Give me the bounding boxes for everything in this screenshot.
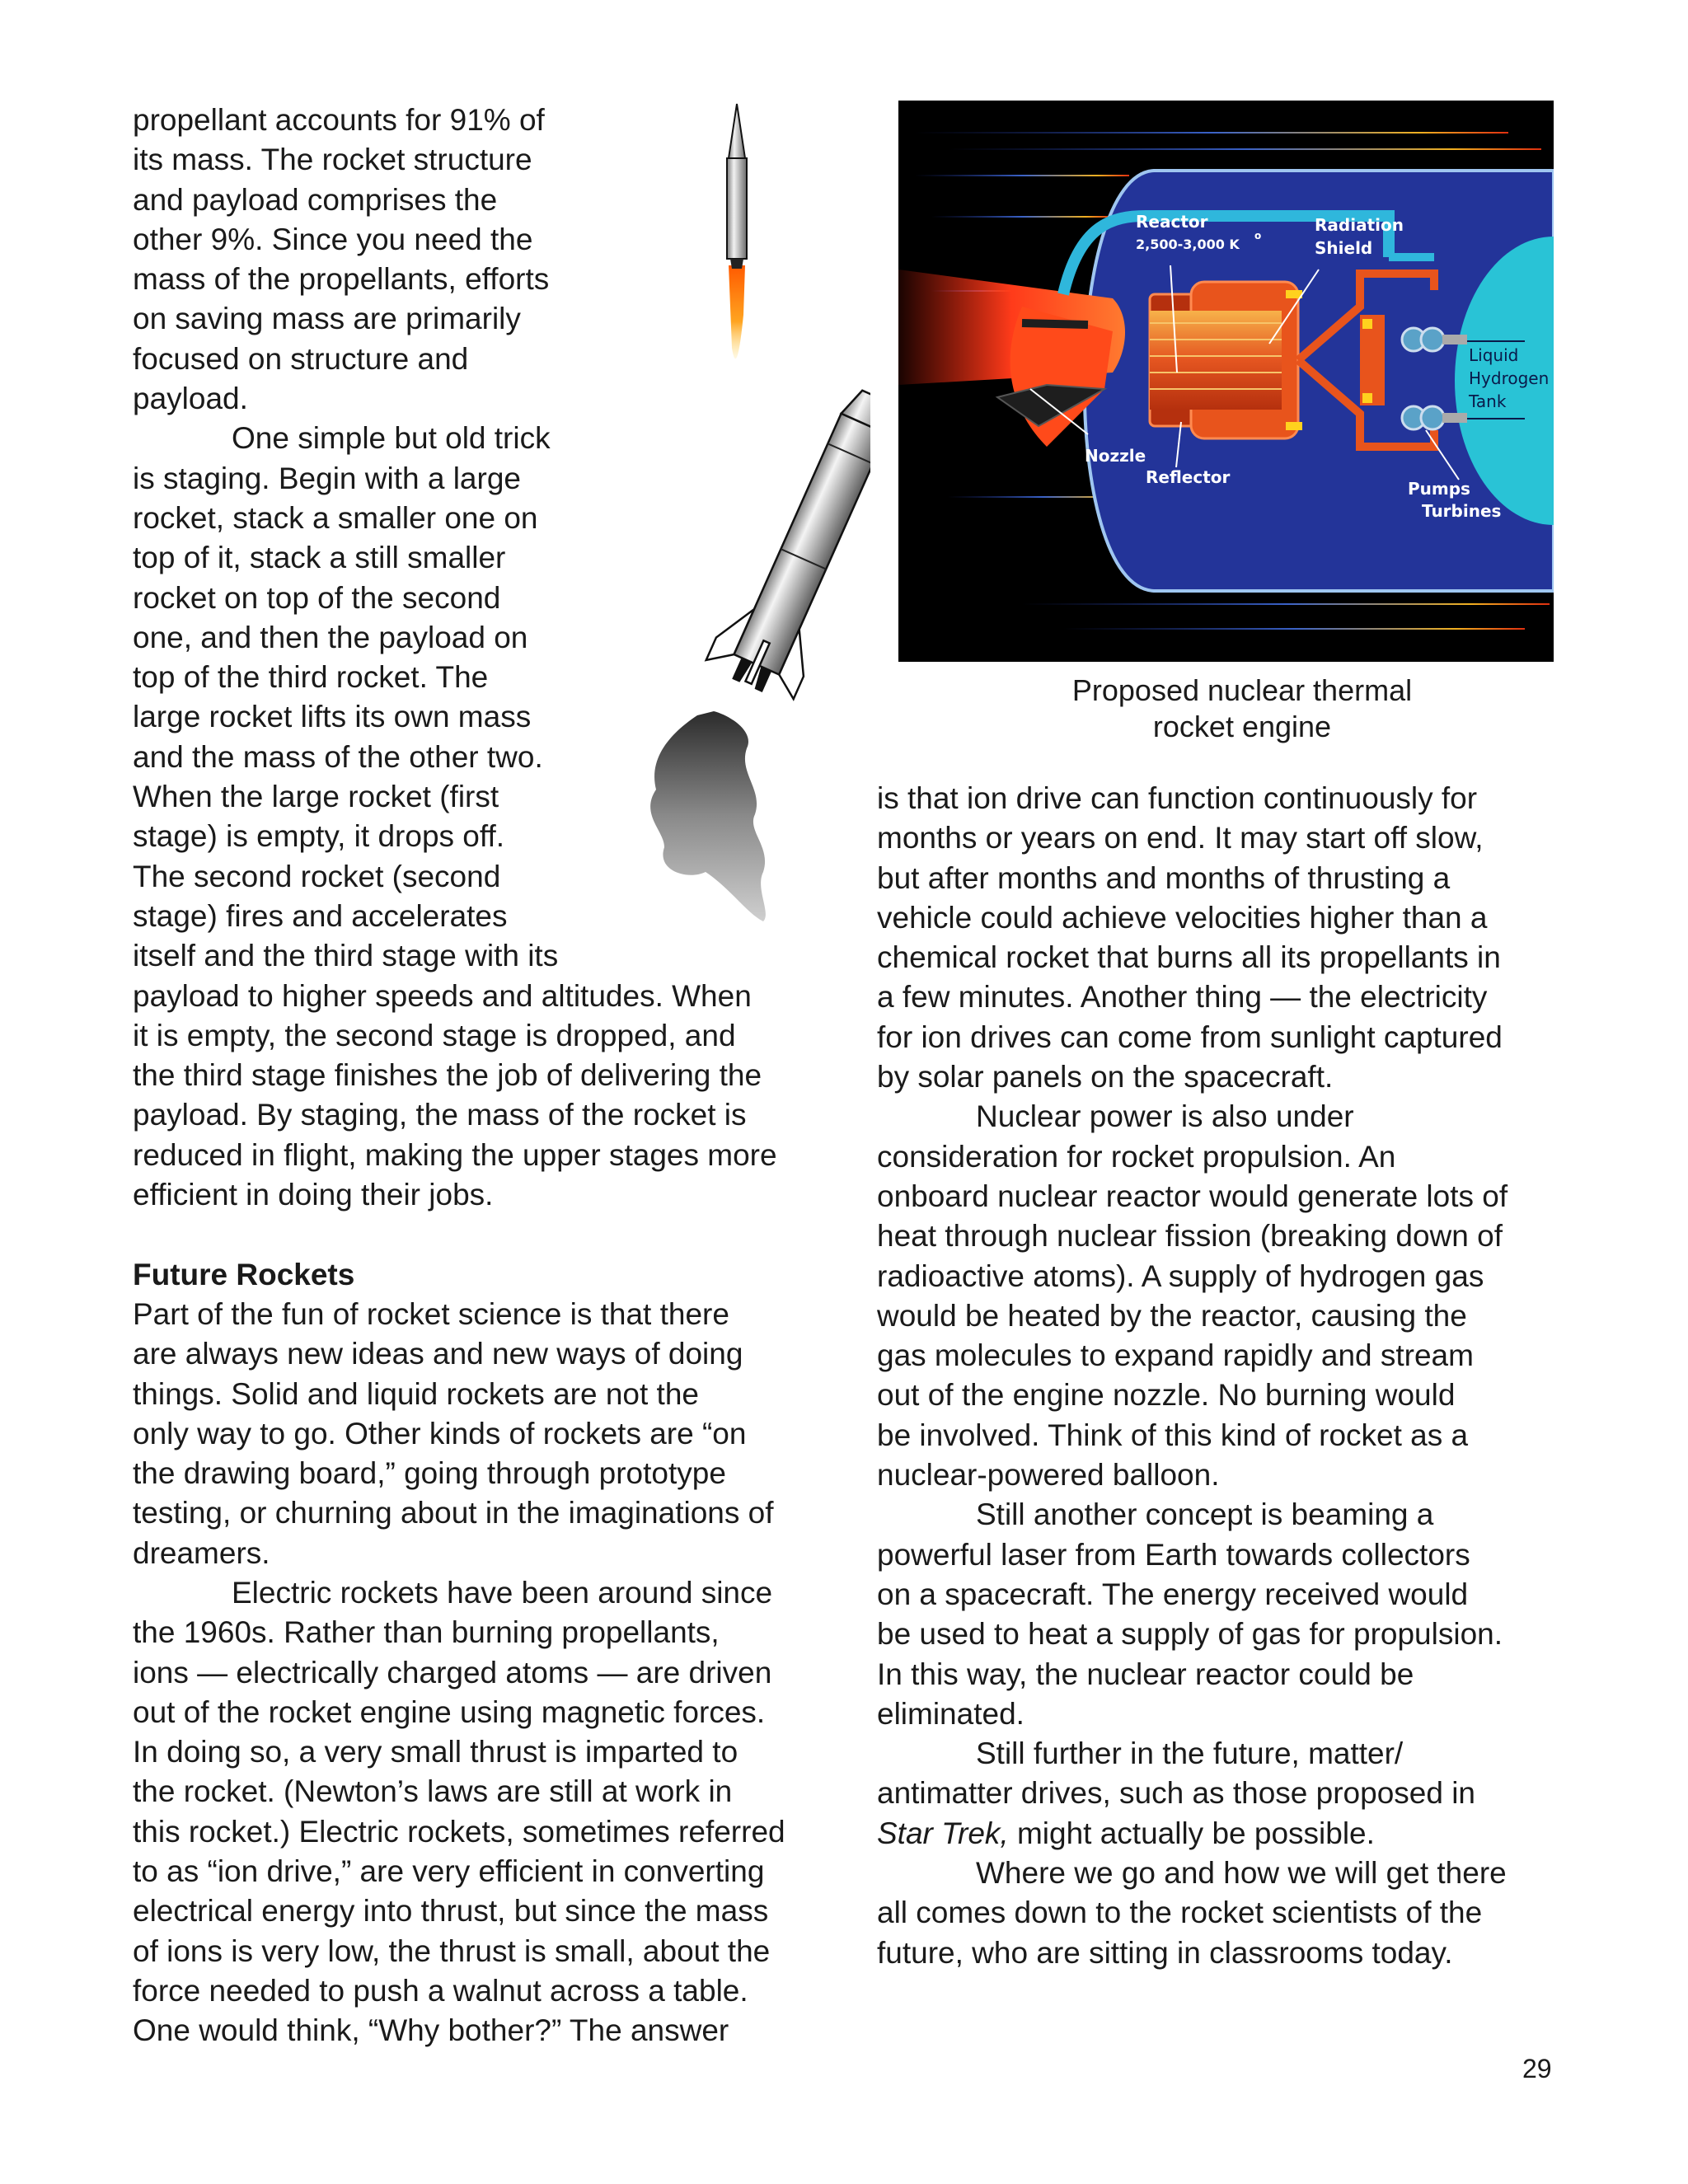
section-heading-future-rockets: Future Rockets <box>133 1257 355 1291</box>
text-line: top of it, stack a still smaller <box>133 541 506 575</box>
text-line: vehicle could achieve velocities higher than a <box>877 900 1488 935</box>
text-line-rest: might actually be possible. <box>1008 1816 1375 1850</box>
text-line: this rocket.) Electric rockets, sometimes referred <box>133 1814 785 1849</box>
text-line: would be heated by the reactor, causing the <box>877 1298 1467 1333</box>
text-line: the drawing board,” going through prototype <box>133 1456 726 1491</box>
text-line: reduced in flight, making the upper stages more <box>133 1137 777 1172</box>
label-reactor-temp: 2,500-3,000 K <box>1136 237 1240 252</box>
label-radiation: Radiation <box>1315 215 1404 235</box>
right-column <box>877 779 1602 1973</box>
label-reflector: Reflector <box>1146 467 1231 487</box>
text-line <box>877 1814 1602 1854</box>
text-line: other 9%. Since you need the <box>133 222 533 256</box>
text-line: One would think, “Why bother?” The answer <box>133 2013 729 2048</box>
label-nozzle: Nozzle <box>1085 446 1146 466</box>
paragraph-electric <box>133 1573 858 2051</box>
text-line: rocket on top of the second <box>133 580 501 615</box>
text-line: mass of the propellants, efforts <box>133 262 550 297</box>
text-line: powerful laser from Earth towards collectors <box>877 1537 1470 1572</box>
paragraph-antimatter <box>877 1734 1602 1854</box>
text-line: only way to go. Other kinds of rockets are “on <box>133 1416 747 1451</box>
text-line: future, who are sitting in classrooms today. <box>877 1935 1453 1970</box>
label-turbines: Turbines <box>1422 501 1502 521</box>
text-line: by solar panels on the spacecraft. <box>877 1060 1334 1094</box>
text-line: it is empty, the second stage is dropped, and <box>133 1018 736 1052</box>
text-line: testing, or churning about in the imaginations of <box>133 1496 774 1530</box>
blank-line <box>133 1215 858 1254</box>
paragraph-future-scientists <box>877 1854 1602 1973</box>
text-line: months or years on end. It may start off slow, <box>877 821 1484 855</box>
text-line: consideration for rocket propulsion. An <box>877 1139 1396 1174</box>
text-line: one, and then the payload on <box>133 620 528 654</box>
text-line: ions — electrically charged atoms — are driven <box>133 1655 772 1690</box>
text-line: rocket, stack a smaller one on <box>133 500 538 535</box>
text-line: things. Solid and liquid rockets are not the <box>133 1376 699 1411</box>
text-line: of ions is very low, the thrust is small, about the <box>133 1933 771 1968</box>
label-shield: Shield <box>1315 238 1373 258</box>
text-line: force needed to push a walnut across a table. <box>133 1973 748 2008</box>
text-line: payload to higher speeds and altitudes. When <box>133 978 752 1013</box>
paragraph-future <box>133 1295 858 1573</box>
text-line: out of the engine nozzle. No burning would <box>877 1378 1456 1413</box>
caption-line: rocket engine <box>1152 710 1332 743</box>
text-line: top of the third rocket. The <box>133 660 489 695</box>
text-line: Nuclear power is also under <box>976 1099 1354 1134</box>
nuclear-thermal-engine-diagram <box>898 101 1554 662</box>
text-line: Where we go and how we will get there <box>976 1856 1507 1891</box>
label-reactor: Reactor <box>1136 212 1208 232</box>
text-line: for ion drives can come from sunlight captured <box>877 1019 1503 1054</box>
text-line: to as “ion drive,” are very efficient in converting <box>133 1854 765 1889</box>
text-line: One simple but old trick <box>232 421 551 456</box>
text-line: focused on structure and <box>133 341 469 376</box>
text-line: heat through nuclear fission (breaking down of <box>877 1219 1503 1254</box>
text-line: In doing so, a very small thrust is imparted to <box>133 1735 738 1769</box>
text-line: nuclear-powered balloon. <box>877 1458 1220 1493</box>
page-number: 29 <box>1522 2054 1552 2083</box>
text-line: stage) fires and accelerates <box>133 898 508 933</box>
text-line: gas molecules to expand rapidly and stream <box>877 1338 1474 1373</box>
text-line: Still another concept is beaming a <box>976 1497 1434 1532</box>
text-line: and the mass of the other two. <box>133 739 543 774</box>
text-line: the 1960s. Rather than burning propellants, <box>133 1615 720 1650</box>
text-line: propellant accounts for 91% of <box>133 103 545 137</box>
label-tank: Tank <box>1469 391 1507 411</box>
text-line: but after months and months of thrusting a <box>877 860 1451 895</box>
text-line: onboard nuclear reactor would generate lots of <box>877 1179 1508 1213</box>
caption-line: Proposed nuclear thermal <box>1071 673 1413 707</box>
text-line: payload. <box>133 382 248 416</box>
text-line: the third stage finishes the job of delivering the <box>133 1058 762 1093</box>
text-line: Part of the fun of rocket science is that there <box>133 1296 729 1331</box>
text-line: dreamers. <box>133 1535 270 1570</box>
text-line: all comes down to the rocket scientists of the <box>877 1896 1483 1930</box>
text-line: efficient in doing their jobs. <box>133 1178 494 1212</box>
label-liquid: Liquid <box>1469 345 1519 365</box>
text-line: are always new ideas and new ways of doing <box>133 1337 743 1371</box>
text-line: out of the rocket engine using magnetic forces. <box>133 1694 766 1729</box>
text-line: radioactive atoms). A supply of hydrogen gas <box>877 1258 1484 1293</box>
text-line: When the large rocket (first <box>133 780 499 814</box>
text-line: its mass. The rocket structure <box>133 143 532 177</box>
paragraph-nuclear <box>877 1097 1602 1495</box>
text-line: electrical energy into thrust, but since the mass <box>133 1894 769 1929</box>
text-line: the rocket. (Newton’s laws are still at work in <box>133 1774 733 1809</box>
text-line: The second rocket (second <box>133 859 501 893</box>
text-line: payload. By staging, the mass of the rocket is <box>133 1098 747 1132</box>
staging-rocket-illustration <box>640 386 870 930</box>
text-line: stage) is empty, it drops off. <box>133 819 505 854</box>
text-line: is that ion drive can function continuously for <box>877 781 1478 815</box>
text-line: eliminated. <box>877 1696 1025 1731</box>
text-line: and payload comprises the <box>133 182 498 217</box>
text-line: a few minutes. Another thing — the electricity <box>877 980 1488 1015</box>
label-degree: o <box>1254 230 1262 241</box>
text-line: antimatter drives, such as those proposed in <box>877 1776 1475 1811</box>
paragraph-laser <box>877 1495 1602 1734</box>
text-line: on a spacecraft. The energy received would <box>877 1577 1469 1611</box>
figure-caption <box>900 673 1584 745</box>
label-pumps: Pumps <box>1408 479 1470 499</box>
small-rocket-illustration <box>697 101 771 385</box>
text-line: be involved. Think of this kind of rocket as a <box>877 1418 1469 1452</box>
text-line: chemical rocket that burns all its propellants in <box>877 940 1501 975</box>
paragraph-ion-drive <box>877 779 1602 1097</box>
text-line: itself and the third stage with its <box>133 939 559 973</box>
text-line: on saving mass are primarily <box>133 302 521 336</box>
text-line: is staging. Begin with a large <box>133 461 521 495</box>
star-trek-title: Star Trek, <box>877 1816 1009 1850</box>
text-line: Electric rockets have been around since <box>232 1575 773 1610</box>
label-hydrogen: Hydrogen <box>1469 368 1550 388</box>
text-line: large rocket lifts its own mass <box>133 700 532 734</box>
text-line: be used to heat a supply of gas for propulsion. <box>877 1617 1503 1652</box>
text-line: In this way, the nuclear reactor could be <box>877 1657 1414 1691</box>
text-line: Still further in the future, matter/ <box>976 1736 1404 1771</box>
